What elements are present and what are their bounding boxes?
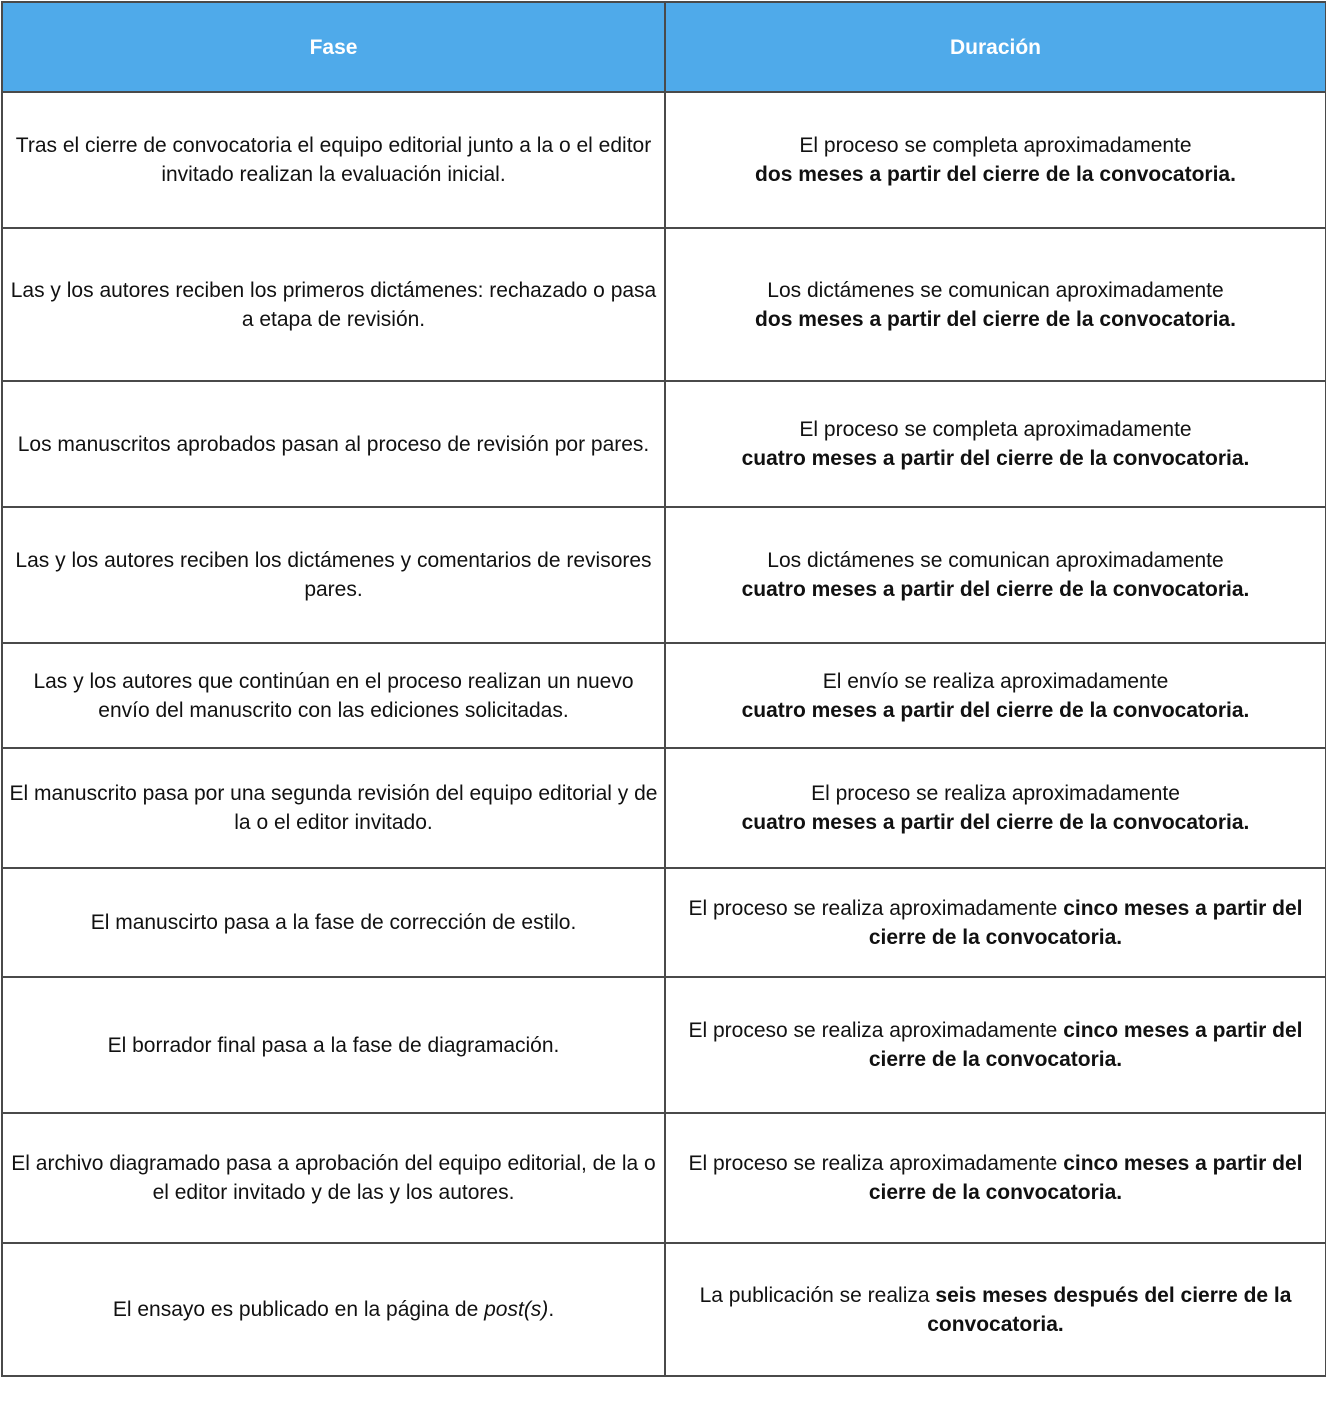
table-row bbox=[2, 228, 1326, 381]
table-row bbox=[2, 748, 1326, 868]
phase-cell: El manuscrito pasa por una segunda revisión del equipo editorial y de la o el editor invitado. bbox=[2, 748, 665, 868]
header-phase: Fase bbox=[2, 2, 665, 92]
duration-cell: El proceso se completa aproximadamente dos meses a partir del cierre de la convocatoria. bbox=[665, 92, 1326, 228]
header-duration: Duración bbox=[665, 2, 1326, 92]
table-row bbox=[2, 643, 1326, 748]
phase-cell: El archivo diagramado pasa a aprobación del equipo editorial, de la o el editor invitado y de las y los autores. bbox=[2, 1113, 665, 1243]
duration-cell: El proceso se realiza aproximadamente cinco meses a partir del cierre de la convocatoria. bbox=[665, 868, 1326, 977]
phase-cell: Las y los autores reciben los dictámenes y comentarios de revisores pares. bbox=[2, 507, 665, 643]
duration-cell: Los dictámenes se comunican aproximadamente dos meses a partir del cierre de la convocatoria. bbox=[665, 228, 1326, 381]
phase-cell: El manuscirto pasa a la fase de corrección de estilo. bbox=[2, 868, 665, 977]
phase-cell: Tras el cierre de convocatoria el equipo editorial junto a la o el editor invitado realizan la evaluación inicial. bbox=[2, 92, 665, 228]
duration-cell: El envío se realiza aproximadamente cuatro meses a partir del cierre de la convocatoria. bbox=[665, 643, 1326, 748]
phase-cell: Los manuscritos aprobados pasan al proceso de revisión por pares. bbox=[2, 381, 665, 507]
table-row bbox=[2, 1113, 1326, 1243]
phase-cell: Las y los autores que continúan en el proceso realizan un nuevo envío del manuscrito con las ediciones solicitadas. bbox=[2, 643, 665, 748]
duration-cell: El proceso se realiza aproximadamente cinco meses a partir del cierre de la convocatoria. bbox=[665, 977, 1326, 1113]
table-row bbox=[2, 381, 1326, 507]
table-row bbox=[2, 92, 1326, 228]
phase-cell: El borrador final pasa a la fase de diagramación. bbox=[2, 977, 665, 1113]
table-row bbox=[2, 868, 1326, 977]
duration-cell: La publicación se realiza seis meses después del cierre de la convocatoria. bbox=[665, 1243, 1326, 1376]
duration-cell: El proceso se realiza aproximadamente cuatro meses a partir del cierre de la convocatoria. bbox=[665, 748, 1326, 868]
duration-cell: El proceso se completa aproximadamente cuatro meses a partir del cierre de la convocatoria. bbox=[665, 381, 1326, 507]
duration-cell: Los dictámenes se comunican aproximadamente cuatro meses a partir del cierre de la convocatoria. bbox=[665, 507, 1326, 643]
phase-cell: El ensayo es publicado en la página de post(s). bbox=[2, 1243, 665, 1376]
duration-cell: El proceso se realiza aproximadamente cinco meses a partir del cierre de la convocatoria. bbox=[665, 1113, 1326, 1243]
table-header-row bbox=[2, 2, 1326, 92]
schedule-table bbox=[1, 1, 1326, 1377]
table-row bbox=[2, 977, 1326, 1113]
phase-cell: Las y los autores reciben los primeros dictámenes: rechazado o pasa a etapa de revisión. bbox=[2, 228, 665, 381]
table-row bbox=[2, 507, 1326, 643]
table-row bbox=[2, 1243, 1326, 1376]
